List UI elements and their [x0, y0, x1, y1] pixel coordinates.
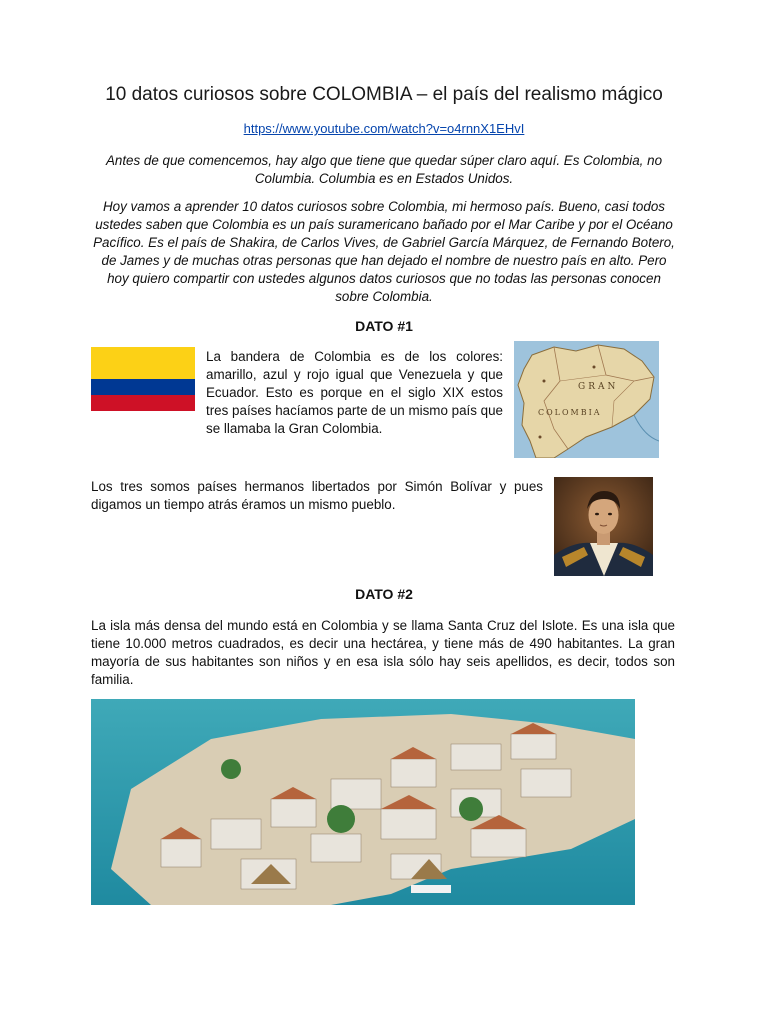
map-label-colombia: COLOMBIA — [538, 408, 602, 417]
dato-1-bolivar-text: Los tres somos países hermanos libertados por Simón Bolívar y pues digamos un tiempo atrás éramos un mismo pueblo. — [91, 479, 543, 512]
flag-red-stripe — [91, 395, 195, 411]
flag-blue-stripe — [91, 379, 195, 395]
map-label-gran: GRAN — [578, 382, 619, 392]
dato-1-heading: DATO #1 — [355, 318, 413, 334]
youtube-link[interactable]: https://www.youtube.com/watch?v=o4rnnX1EHvI — [243, 121, 525, 136]
gran-colombia-map-image — [514, 341, 659, 458]
dato-2-heading: DATO #2 — [355, 586, 413, 602]
flag-yellow-stripe — [91, 347, 195, 379]
dato-2-text: La isla más densa del mundo está en Colombia y se llama Santa Cruz del Islote. Es una isla que tiene 10.000 metros cuadrados, es decir una hectárea, y tiene más de 490 habitantes. La gran mayoría de sus habitantes son niños y en esa isla sólo hay seis apellidos, es decir, todos son familia. — [91, 618, 675, 687]
intro-paragraph-1: Antes de que comencemos, hay algo que tiene que quedar súper claro aquí. Es Colombia, no Columbia. Columbia es en Estados Unidos. — [105, 153, 663, 186]
simon-bolivar-portrait-image — [554, 477, 653, 576]
dato-1-flag-text-content: La bandera de Colombia es de los colores: amarillo, azul y rojo igual que Venezuela y que Ecuador. Esto es porque en el siglo XIX estos tres países hacíamos parte de un mismo país que se llamaba la Gran Colombia. — [206, 349, 503, 436]
page-title: 10 datos curiosos sobre COLOMBIA – el país del realismo mágico — [105, 84, 663, 105]
intro-paragraph-2: Hoy vamos a aprender 10 datos curiosos sobre Colombia, mi hermoso país. Bueno, casi todos ustedes saben que Colombia es un país suramericano bañado por el Mar Caribe y por el Océano Pacífico. Es el país de Shakira, de Carlos Vives, de Gabriel García Márquez, de Fernando Botero, de James y de muchas otras personas que han dejado el nombre de nuestro país en alto. Pero hoy quiero compartir con ustedes algunos datos curiosos que no todas las personas conocen sobre Colombia. — [93, 199, 675, 304]
dato-1-flag-text — [206, 348, 503, 438]
colombia-flag-image — [91, 347, 195, 411]
santa-cruz-del-islote-image — [91, 699, 635, 905]
